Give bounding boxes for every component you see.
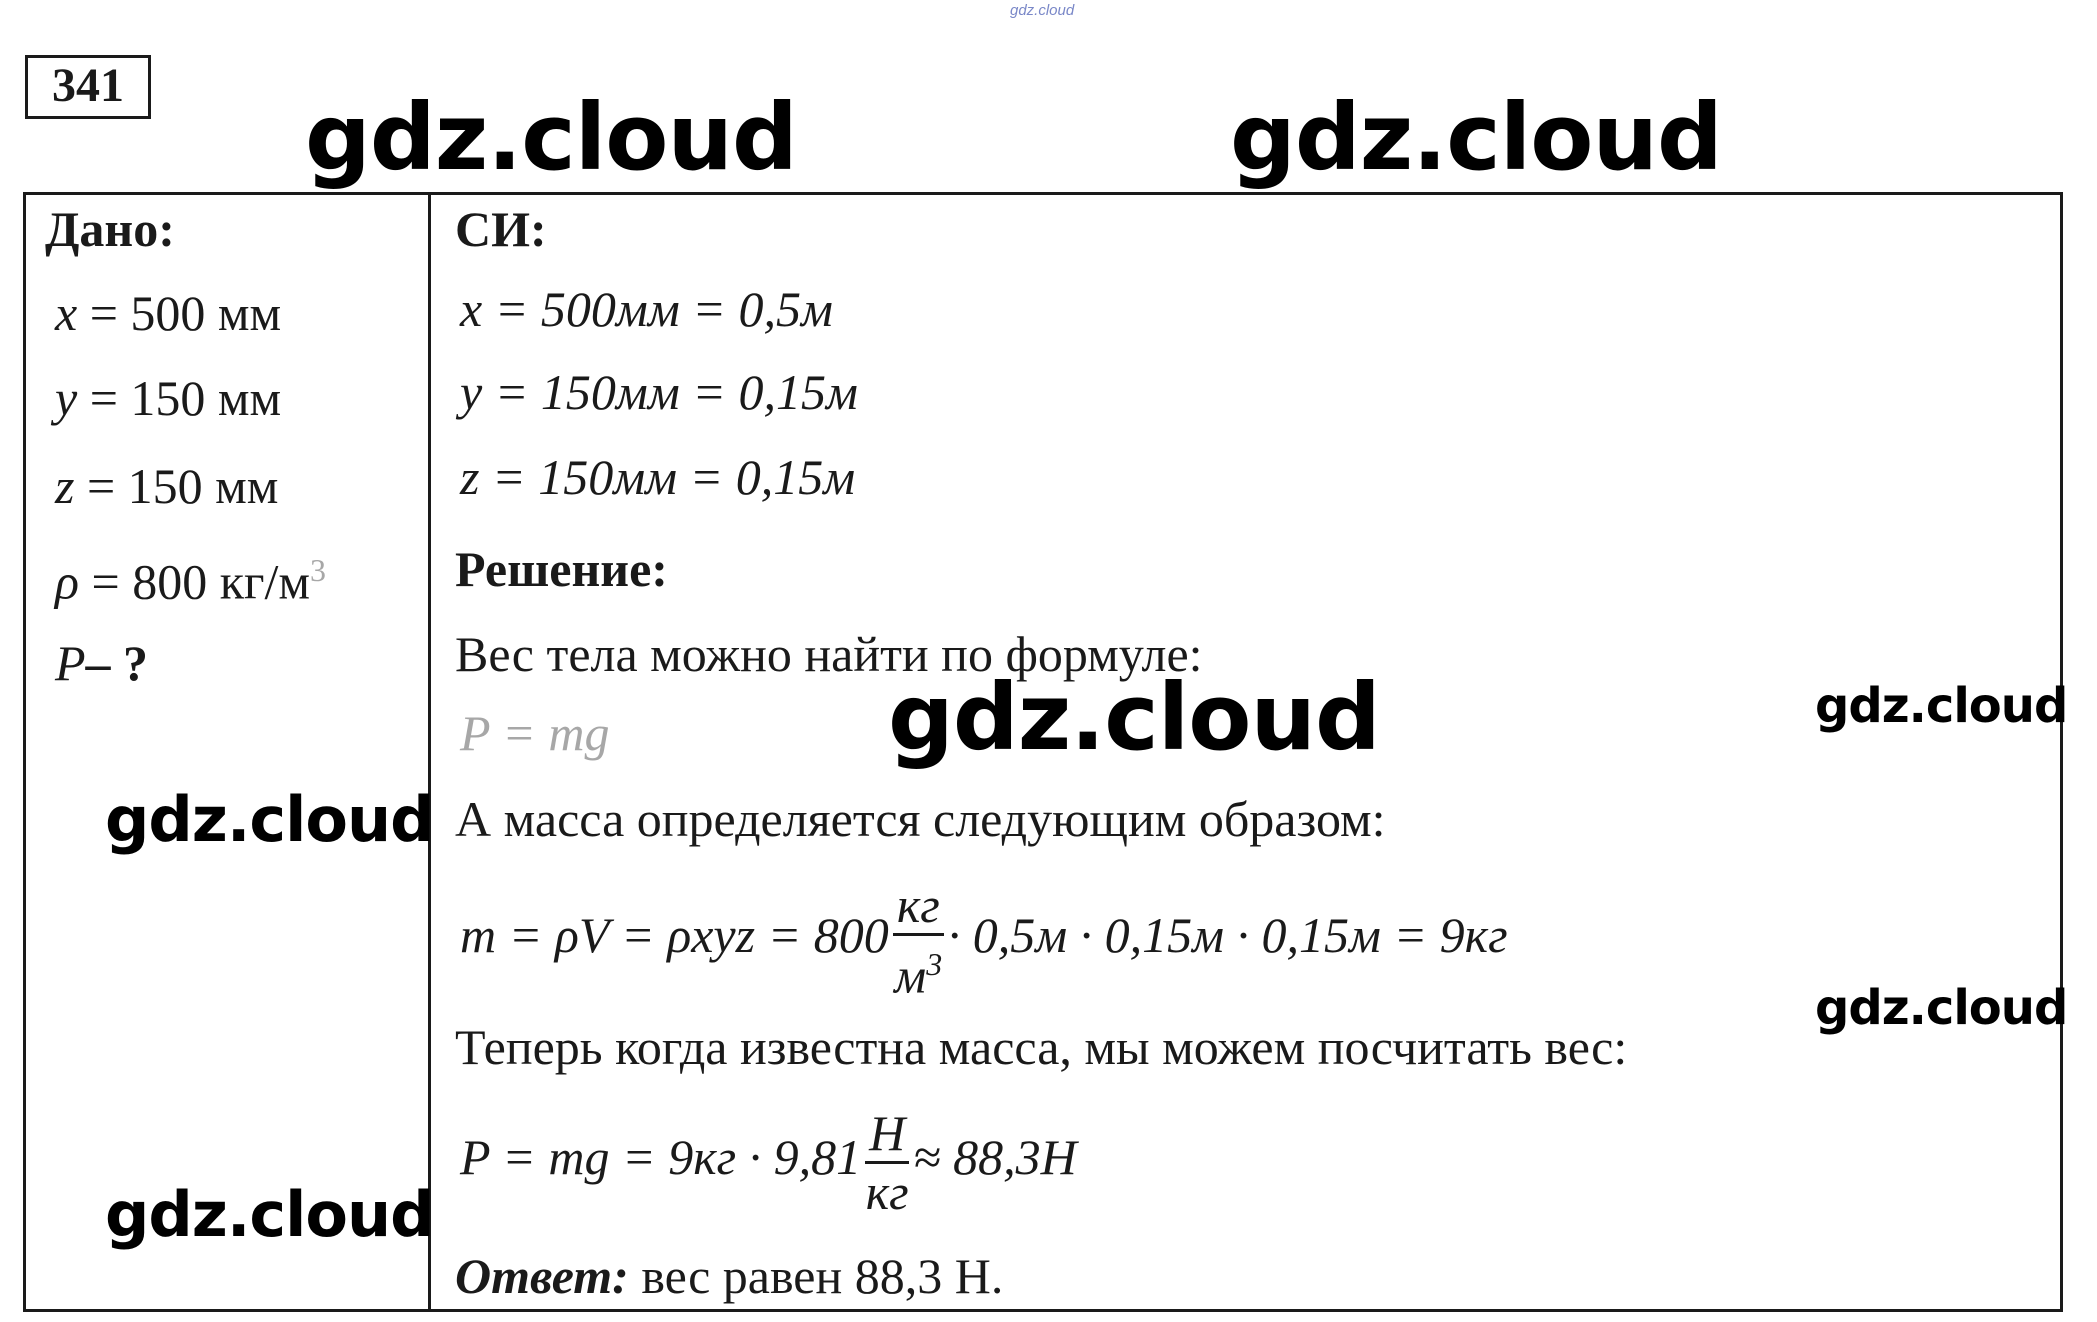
site-watermark-top: gdz.cloud <box>1010 2 1075 19</box>
mass-formula: m = ρV = ρxyz = 800 $\frac{кг}{м^3}$ · 0,5м · 0,15м · 0,15м = 9кг <box>460 877 1508 1004</box>
mass-fraction: $\frac{кг}{м^3}$ <box>894 877 943 1004</box>
si-title: СИ: <box>455 201 547 257</box>
si-row: y = 150мм = 0,15м <box>460 364 858 420</box>
watermark: gdz.cloud <box>1815 678 2068 734</box>
given-title: Дано: <box>45 201 175 257</box>
given-row: z = 150 мм <box>55 458 279 514</box>
answer: Ответ: вес равен 88,3 Н. <box>455 1248 1004 1304</box>
given-row-unknown: P– ? <box>55 635 149 691</box>
watermark: gdz.cloud <box>305 84 797 191</box>
given-row: ρ = 800 $кг/м^3$ <box>55 552 327 610</box>
solution-intro: Вес тела можно найти по формуле: <box>455 626 1203 682</box>
problem-number: 341 <box>25 55 151 119</box>
weight-text: Теперь когда известна масса, мы можем посчитать вес: <box>455 1019 1628 1075</box>
formula-weight: P = mg <box>460 705 610 761</box>
si-row: x = 500мм = 0,5м <box>460 281 833 337</box>
weight-formula: P = mg = 9кг · 9,81 $\frac{Н}{кг}$ ≈ 88,3Н <box>460 1105 1077 1220</box>
given-row: y = 150 мм <box>55 370 282 426</box>
watermark: gdz.cloud <box>888 664 1380 771</box>
solution-title: Решение: <box>455 541 668 597</box>
weight-fraction: $\frac{Н}{кг}$ <box>865 1105 909 1220</box>
watermark: gdz.cloud <box>1230 84 1722 191</box>
mass-text: А масса определяется следующим образом: <box>455 791 1386 847</box>
given-row: x = 500 мм <box>55 285 282 341</box>
watermark: gdz.cloud <box>105 1178 434 1251</box>
watermark: gdz.cloud <box>105 783 434 856</box>
column-divider <box>428 192 431 1312</box>
si-row: z = 150мм = 0,15м <box>460 449 856 505</box>
watermark: gdz.cloud <box>1815 980 2068 1036</box>
